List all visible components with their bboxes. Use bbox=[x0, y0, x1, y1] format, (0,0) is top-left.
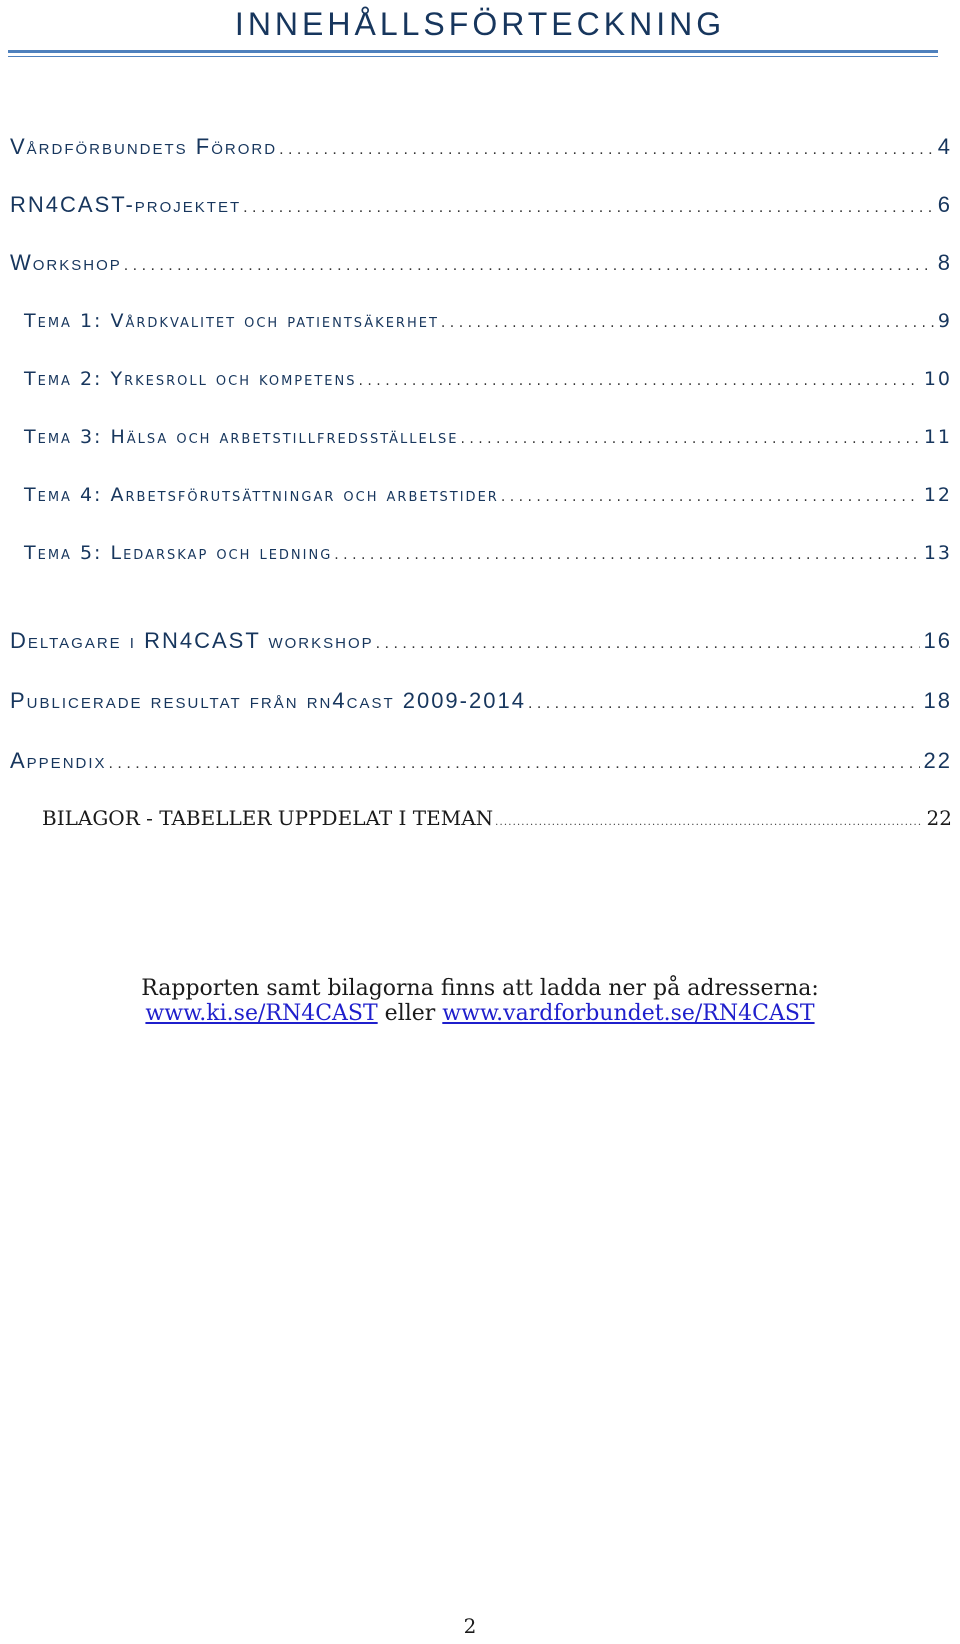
toc-leader-dots bbox=[279, 141, 934, 159]
toc-leader-dots bbox=[334, 547, 920, 563]
toc-entry-page: 16 bbox=[923, 628, 952, 653]
toc-entry-page: 4 bbox=[937, 134, 952, 159]
toc-entry-tema-2[interactable] bbox=[24, 368, 952, 390]
toc-entry-label: Tema 4: Arbetsförutsättningar och arbetstider bbox=[24, 484, 499, 506]
toc-entry-label: RN4CAST-projektet bbox=[10, 192, 242, 217]
toc-entry-label: BILAGOR - TABELLER UPPDELAT I TEMAN bbox=[42, 806, 494, 830]
toc-entry-deltagare[interactable] bbox=[10, 628, 952, 654]
toc-entry-page: 22 bbox=[923, 748, 952, 773]
page-number: 2 bbox=[463, 1614, 477, 1638]
title-underline bbox=[8, 50, 938, 53]
toc-entry-label: Workshop bbox=[10, 250, 122, 275]
toc-entry-workshop[interactable] bbox=[10, 250, 952, 276]
toc-leader-dots bbox=[460, 431, 919, 447]
vardforbundet-link[interactable]: www.vardforbundet.se/RN4CAST bbox=[442, 1001, 815, 1026]
toc-leader-dots bbox=[243, 199, 934, 217]
toc-entry-page: 18 bbox=[923, 688, 952, 713]
toc-entry-tema-4[interactable] bbox=[24, 484, 952, 506]
toc-entry-forord[interactable] bbox=[10, 134, 952, 160]
toc-leader-dots bbox=[441, 315, 934, 331]
link-connector: eller bbox=[384, 1001, 443, 1026]
toc-entry-label: Publicerade resultat från rn4cast 2009-2014 bbox=[10, 688, 526, 713]
toc-leader-dots bbox=[501, 489, 920, 505]
toc-entry-page: 8 bbox=[937, 250, 952, 275]
toc-entry-rn4cast-projektet[interactable] bbox=[10, 192, 952, 218]
toc-entry-tema-5[interactable] bbox=[24, 542, 952, 564]
toc-entry-label: Tema 1: Vårdkvalitet och patientsäkerhet bbox=[24, 310, 439, 332]
title-underline-thin bbox=[8, 56, 938, 57]
toc-entry-tema-1[interactable] bbox=[24, 310, 952, 332]
toc-entry-label: Tema 3: Hälsa och arbetstillfredsställelse bbox=[24, 426, 459, 448]
toc-leader-dots bbox=[359, 373, 920, 389]
toc-leader-dots bbox=[376, 635, 920, 653]
toc-entry-bilagor[interactable] bbox=[42, 806, 952, 830]
toc-leader-dots bbox=[124, 257, 934, 275]
toc-entry-page: 13 bbox=[923, 542, 952, 564]
toc-entry-label: Tema 5: Ledarskap och ledning bbox=[24, 542, 333, 564]
toc-entry-page: 6 bbox=[937, 192, 952, 217]
toc-entry-page: 9 bbox=[937, 310, 952, 332]
download-links-line bbox=[0, 1001, 960, 1026]
toc-entry-label: Tema 2: Yrkesroll och kompetens bbox=[24, 368, 357, 390]
toc-entry-tema-3[interactable] bbox=[24, 426, 952, 448]
ki-link[interactable]: www.ki.se/RN4CAST bbox=[145, 1001, 378, 1026]
toc-entry-page: 22 bbox=[926, 806, 952, 830]
toc-entry-page: 11 bbox=[923, 426, 952, 448]
download-note bbox=[0, 976, 960, 1026]
toc-leader-dots bbox=[109, 755, 920, 773]
toc-entry-publicerade-resultat[interactable] bbox=[10, 688, 952, 714]
toc-entry-label: Vårdförbundets Förord bbox=[10, 134, 278, 159]
toc-entry-label: Appendix bbox=[10, 748, 107, 773]
toc-entry-page: 10 bbox=[923, 368, 952, 390]
toc-entry-appendix[interactable] bbox=[10, 748, 952, 774]
toc-leader-dots bbox=[495, 817, 922, 828]
download-note-text: Rapporten samt bilagorna finns att ladda ner på adresserna: bbox=[141, 976, 819, 1001]
page-title: INNEHÅLLSFÖRTECKNING bbox=[234, 6, 726, 42]
toc-entry-label: Deltagare i RN4CAST workshop bbox=[10, 628, 374, 653]
toc-leader-dots bbox=[528, 695, 920, 713]
toc-entry-page: 12 bbox=[923, 484, 952, 506]
